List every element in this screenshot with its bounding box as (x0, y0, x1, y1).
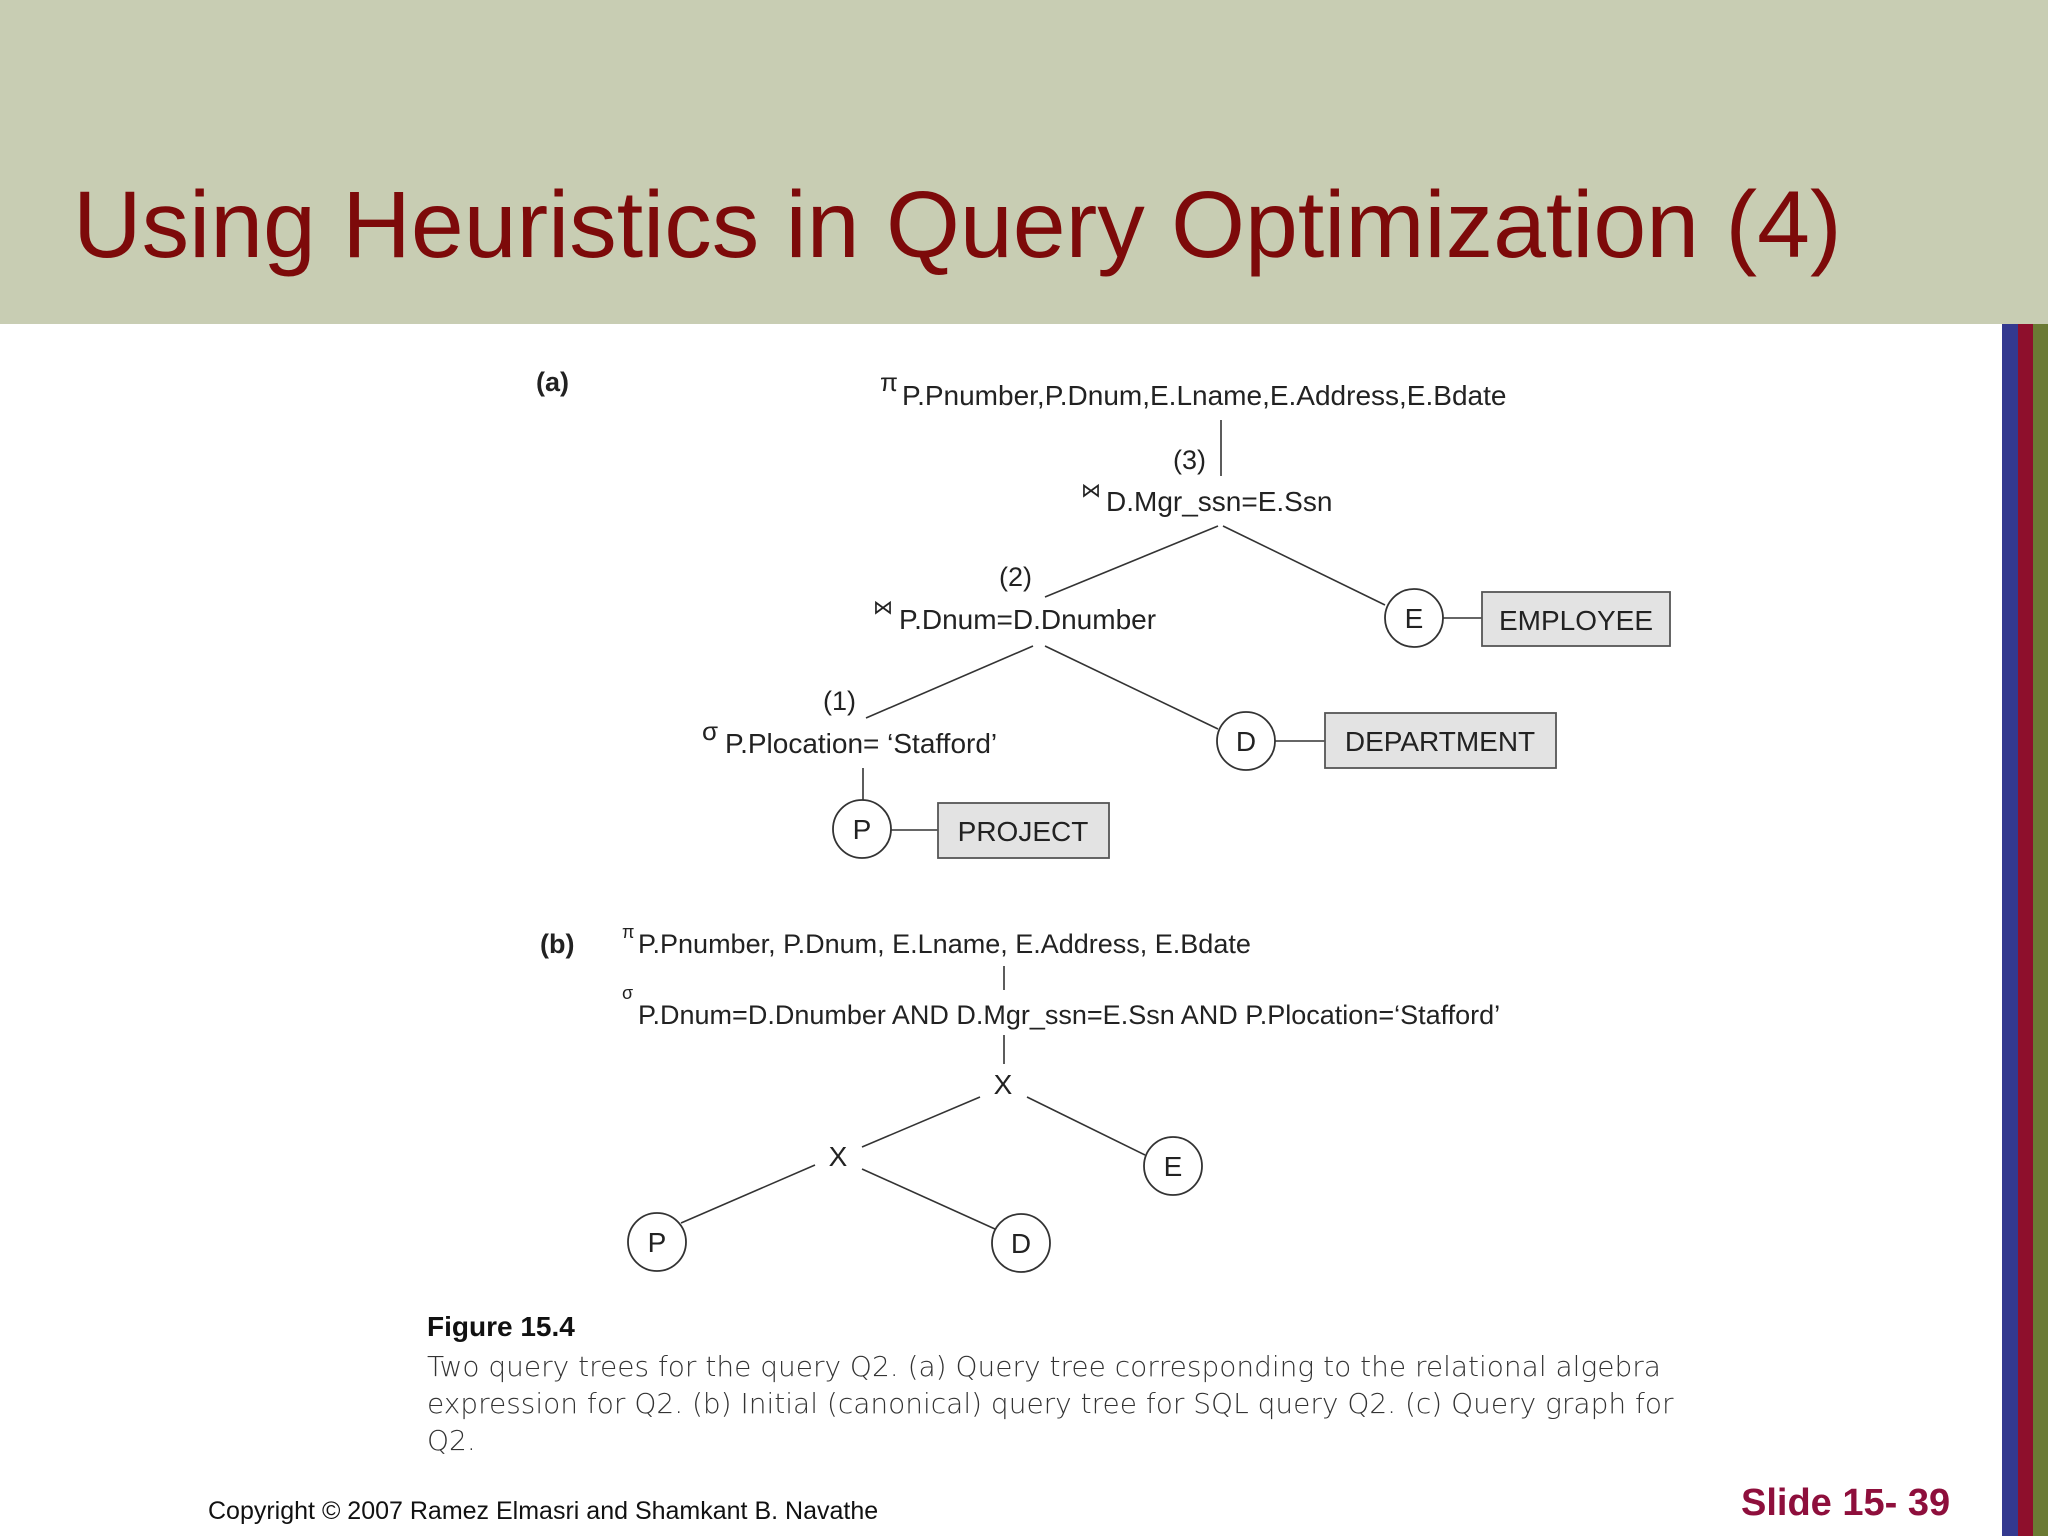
a-node-p-label: P (852, 814, 872, 845)
b-edge-cross-low-right (862, 1169, 995, 1229)
b-cross-top: X (993, 1069, 1013, 1100)
a-step-2: (2) (999, 562, 1032, 592)
a-join-top-cond: D.Mgr_ssn=E.Ssn (1106, 486, 1333, 517)
b-edge-cross-top-right (1027, 1097, 1145, 1155)
b-node-p-label: P (647, 1227, 667, 1258)
b-node-d-label: D (1010, 1228, 1032, 1259)
part-b-label: (b) (540, 929, 575, 959)
a-node-d-label: D (1235, 726, 1257, 757)
a-select-cond: P.Plocation= ‘Stafford’ (725, 728, 998, 759)
b-project-attrs: P.Pnumber, P.Dnum, E.Lname, E.Address, E.Bdate (638, 929, 1251, 959)
b-select-cond: P.Dnum=D.Dnumber AND D.Mgr_ssn=E.Ssn AND P.Plocation=‘Stafford’ (638, 1000, 1501, 1030)
a-join-top-symbol: ⋈ (1081, 480, 1101, 502)
a-edge-join-mid-left (866, 646, 1033, 718)
b-edge-cross-low-left (681, 1165, 815, 1223)
figure-caption-text: Two query trees for the query Q2. (a) Query tree corresponding to the relational algebra expression for Q2. (b) Initial (canonical) query tree for SQL query Q2. (c) Query graph for Q2. (427, 1350, 1674, 1457)
a-join-mid-cond: P.Dnum=D.Dnumber (899, 604, 1157, 635)
a-relation-project-label: PROJECT (957, 816, 1089, 847)
b-cross-low: X (828, 1141, 848, 1172)
a-step-3: (3) (1173, 445, 1206, 475)
slide-number: Slide 15- 39 (1741, 1482, 1951, 1524)
a-select-symbol: σ (702, 716, 719, 746)
part-a-label: (a) (536, 367, 569, 397)
a-join-mid-symbol: ⋈ (873, 597, 893, 619)
b-edge-cross-top-left (862, 1097, 980, 1147)
b-node-e-label: E (1163, 1151, 1183, 1182)
a-node-e-label: E (1404, 603, 1424, 634)
copyright-notice: Copyright © 2007 Ramez Elmasri and Shamkant B. Navathe (208, 1497, 879, 1525)
b-select-symbol: σ (622, 983, 634, 1003)
slide-title: Using Heuristics in Query Optimization (4) (73, 172, 1842, 278)
a-edge-join-top-left (1045, 526, 1218, 597)
a-step-1: (1) (823, 686, 856, 716)
a-project-attrs: P.Pnumber,P.Dnum,E.Lname,E.Address,E.Bdate (902, 380, 1507, 411)
b-project-symbol: π (622, 922, 635, 942)
a-edge-join-mid-right (1045, 646, 1218, 729)
a-relation-employee-label: EMPLOYEE (1498, 605, 1654, 636)
figure-caption-title: Figure 15.4 (427, 1311, 575, 1342)
a-project-symbol: π (880, 367, 898, 397)
a-edge-join-top-right (1223, 526, 1385, 605)
a-relation-department-label: DEPARTMENT (1344, 726, 1536, 757)
